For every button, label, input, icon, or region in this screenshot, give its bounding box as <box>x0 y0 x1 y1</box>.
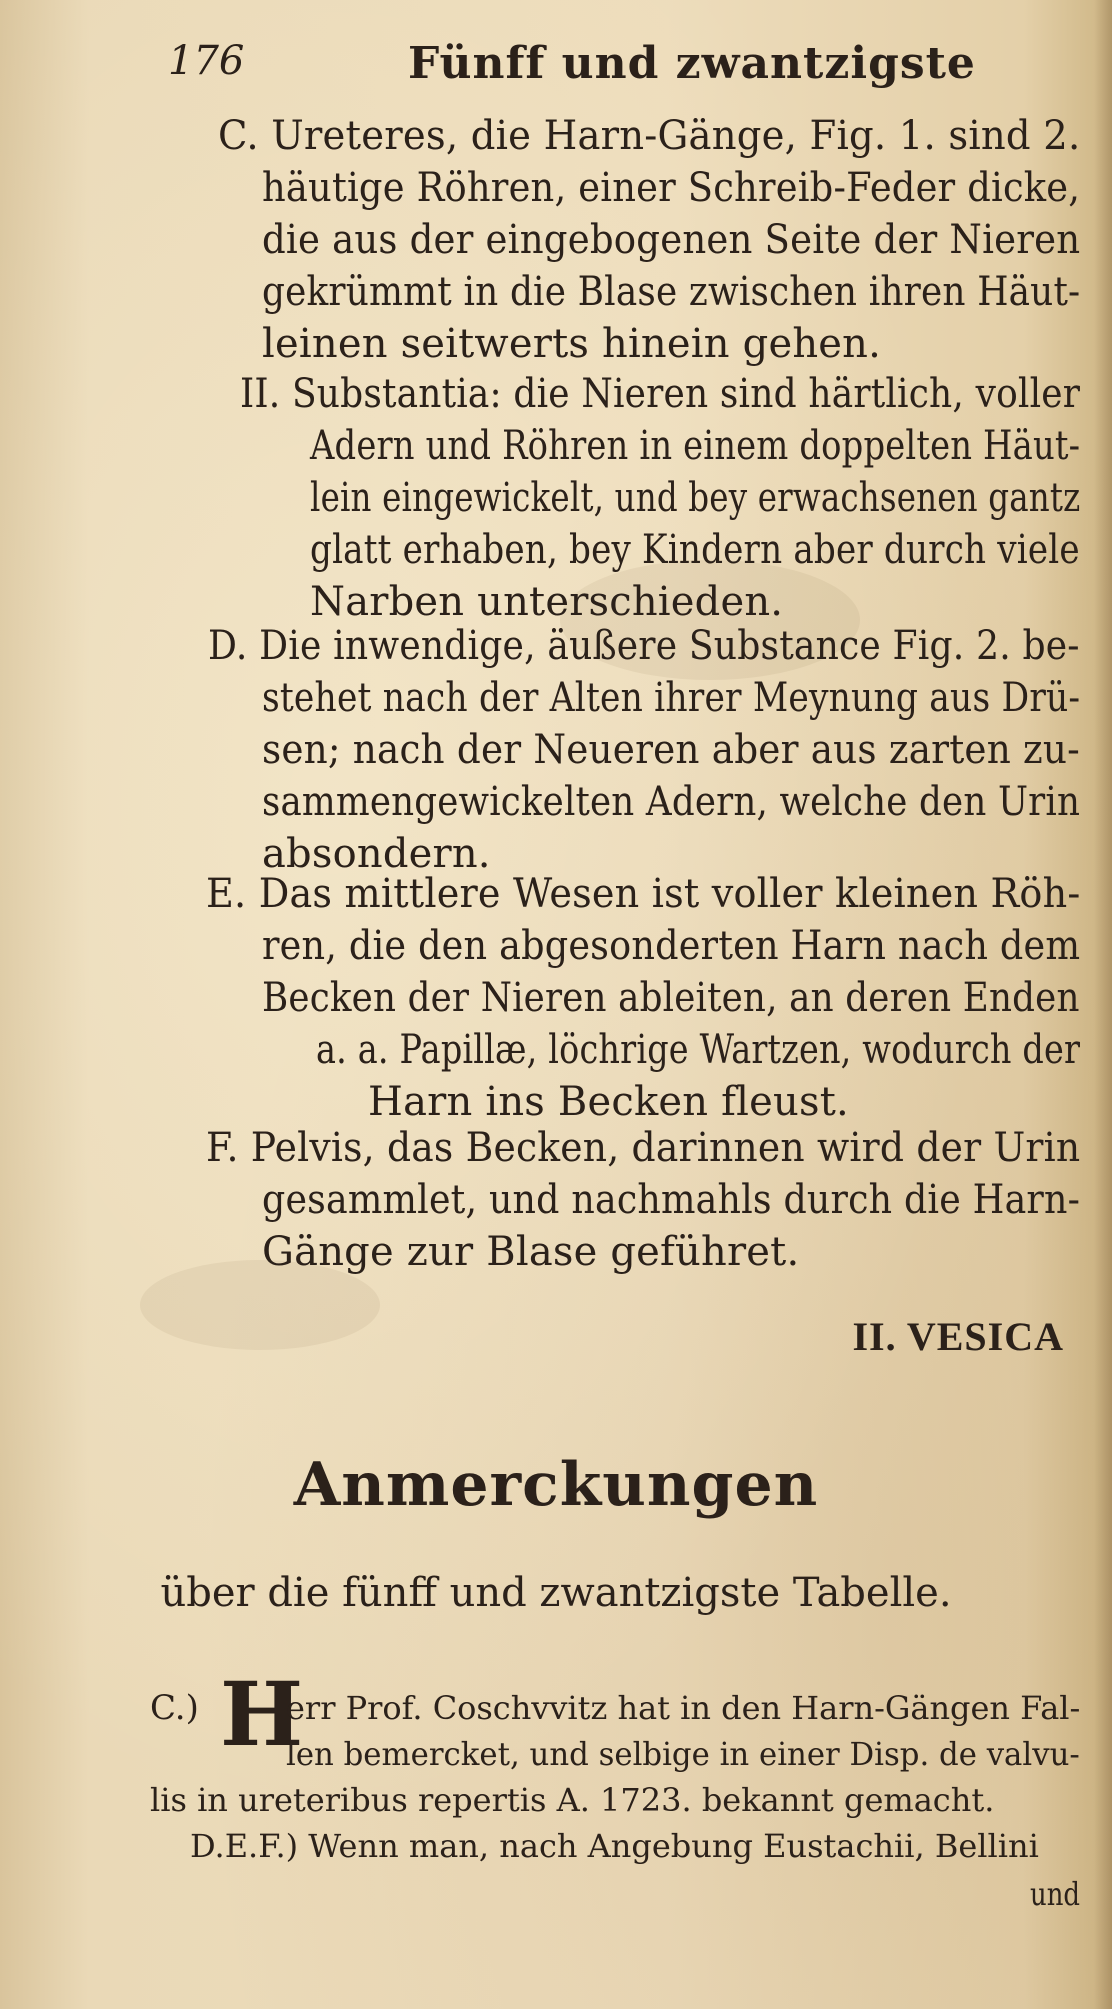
body-line: D. Die inwendige, äußere Substance Fig. 2. be- <box>208 623 1080 669</box>
drop-cap: H <box>220 1662 304 1766</box>
body-line: die aus der eingebogenen Seite der Nieren <box>262 217 1081 263</box>
body-line: lein eingewickelt, und bey erwachsenen gantz <box>310 475 1081 521</box>
body-line: glatt erhaben, bey Kindern aber durch viele <box>310 527 1080 573</box>
body-line: sen; nach der Neueren aber aus zarten zu- <box>262 727 1080 773</box>
body-line: a. a. Papillæ, löchrige Wartzen, wodurch der <box>316 1027 1081 1073</box>
running-head <box>168 38 1028 98</box>
note-c-prefix: C.) <box>150 1688 199 1728</box>
body-line: ren, die den abgesonderten Harn nach dem <box>262 923 1081 969</box>
body-line: Becken der Nieren ableiten, an deren Enden <box>262 975 1080 1021</box>
body-line: leinen seitwerts hinein gehen. <box>262 321 882 367</box>
body-line: C. Ureteres, die Harn-Gänge, Fig. 1. sind 2. <box>218 113 1081 159</box>
note-line: len bemercket, und selbige in einer Disp. de valvu- <box>286 1735 1080 1773</box>
section-heading: Anmerckungen <box>293 1450 819 1520</box>
note-line: lis in ureteribus repertis A. 1723. bekannt gemacht. <box>150 1781 995 1819</box>
body-line: Adern und Röhren in einem doppelten Häut- <box>310 423 1081 469</box>
page-edge-shadow <box>1094 0 1112 2009</box>
section-subheading: über die fünff und zwantzigste Tabelle. <box>160 1570 952 1616</box>
note-line: und <box>1030 1875 1080 1913</box>
body-line: sammengewickelten Adern, welche den Urin <box>262 779 1081 825</box>
catchword: II. VESICA <box>852 1314 1064 1359</box>
body-line: stehet nach der Alten ihrer Meynung aus Drü- <box>262 675 1081 721</box>
body-line: II. Substantia: die Nieren sind härtlich, voller <box>240 371 1081 417</box>
body-line: Harn ins Becken fleust. <box>368 1079 849 1125</box>
page-number: 176 <box>168 38 245 84</box>
body-line: Narben unterschieden. <box>310 579 784 625</box>
note-line: D.E.F.) Wenn man, nach Angebung Eustachii, Bellini <box>190 1827 1039 1865</box>
body-line: E. Das mittlere Wesen ist voller kleinen Röh- <box>206 871 1081 917</box>
body-line: häutige Röhren, einer Schreib-Feder dicke, <box>262 165 1081 211</box>
body-line: gekrümmt in die Blase zwischen ihren Häut- <box>262 269 1081 315</box>
note-line: err Prof. Coschvvitz hat in den Harn-Gängen Fal- <box>286 1689 1081 1727</box>
body-line: absondern. <box>262 831 491 877</box>
body-line: gesammlet, und nachmahls durch die Harn- <box>262 1177 1081 1223</box>
body-line: F. Pelvis, das Becken, darinnen wird der Urin <box>206 1125 1081 1171</box>
body-line: Gänge zur Blase geführet. <box>262 1229 800 1275</box>
running-title: Fünff und zwantzigste <box>408 38 976 89</box>
